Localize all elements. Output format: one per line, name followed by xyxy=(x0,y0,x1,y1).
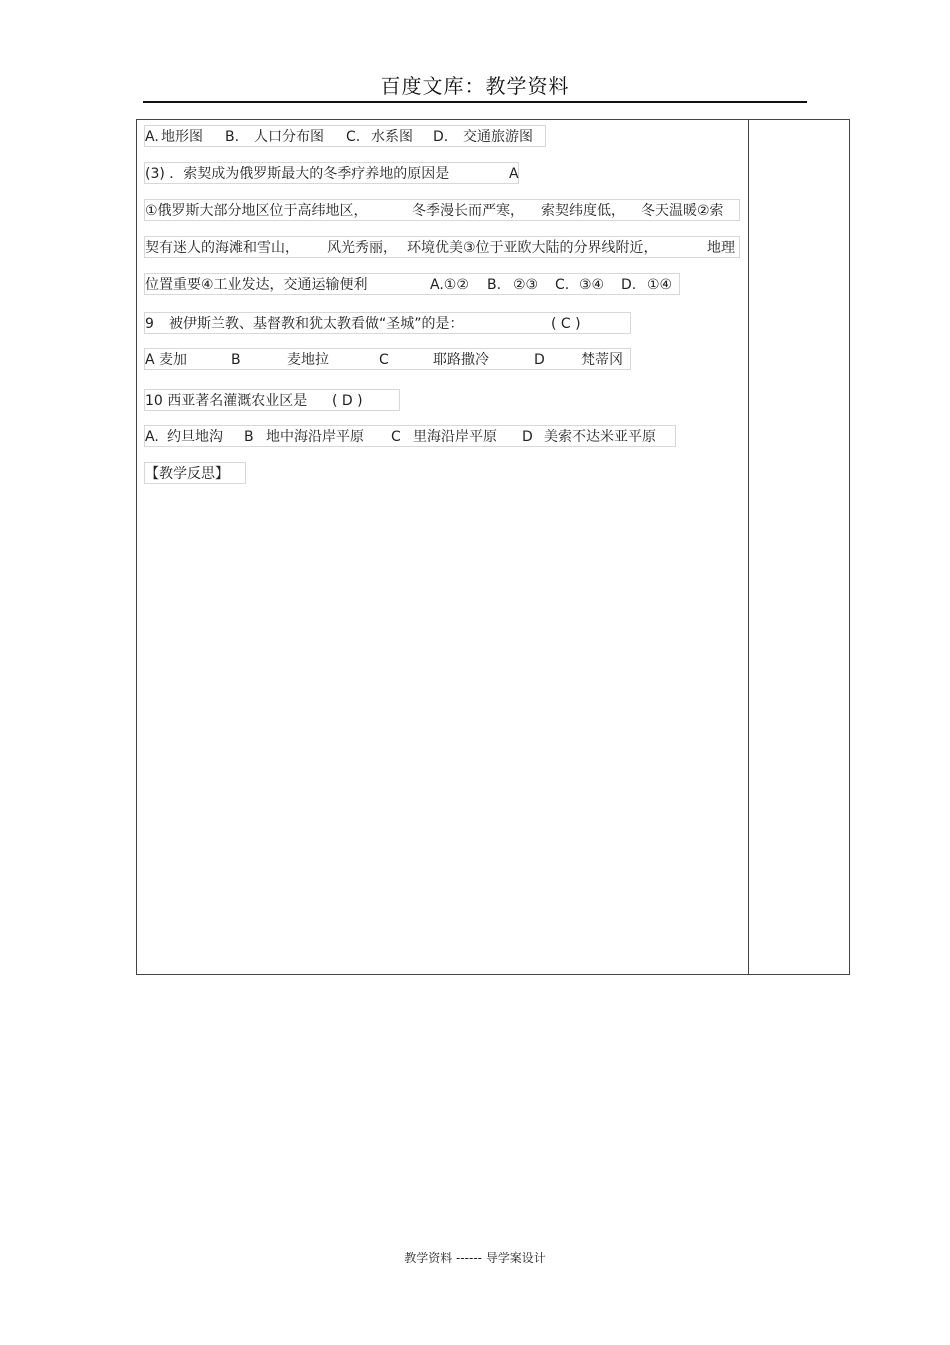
question-text: (3) ．索契成为俄罗斯最大的冬季疗养地的原因是 xyxy=(145,166,450,182)
header-rule xyxy=(143,101,807,103)
option-text: 交通旅游图 xyxy=(463,129,533,145)
option-letter: A. xyxy=(145,129,159,145)
option-letter: D. xyxy=(621,277,637,293)
option-text: 约旦地沟 xyxy=(167,429,223,445)
column-divider xyxy=(748,119,749,975)
header-title: 百度文库：教学资料 xyxy=(380,74,570,98)
option-text: A 麦加 xyxy=(145,352,188,368)
option-letter: B. xyxy=(225,129,240,145)
option-letter: C xyxy=(379,352,389,368)
question-options-line xyxy=(144,125,546,147)
answer-text: ( D ) xyxy=(332,393,363,409)
statement-text: 风光秀丽， xyxy=(327,240,397,256)
statement-text: 契有迷人的海滩和雪山， xyxy=(145,240,299,256)
statement-text: 冬季漫长而严寒， xyxy=(412,203,524,219)
footer-text: 教学资料 ------ 导学案设计 xyxy=(404,1251,546,1265)
question-number: 9 xyxy=(145,316,154,332)
option-letter: A. xyxy=(145,429,159,445)
option-letter: C. xyxy=(555,277,570,293)
option-letter: C. xyxy=(346,129,361,145)
statement-line xyxy=(144,199,740,221)
question-text: 被伊斯兰教、基督教和犹太教看做“圣城”的是： xyxy=(169,316,464,332)
option-letter: D. xyxy=(433,129,449,145)
option-letter: C xyxy=(391,429,401,445)
option-text: 梵蒂冈 xyxy=(581,352,623,368)
statement-text: 索契纬度低， xyxy=(541,203,625,219)
question-line xyxy=(144,389,400,411)
option-text: 地形图 xyxy=(161,129,203,145)
statement-text: ①俄罗斯大部分地区位于高纬地区， xyxy=(145,203,368,219)
answer-text: ( C ) xyxy=(551,316,581,332)
question-text: 10 西亚著名灌溉农业区是 xyxy=(145,393,308,409)
option-letter: D xyxy=(534,352,545,368)
option-text: 耶路撒冷 xyxy=(433,352,489,368)
option-text: 地中海沿岸平原 xyxy=(266,429,364,445)
section-heading-text: 【教学反思】 xyxy=(145,466,229,482)
option-text: 麦地拉 xyxy=(287,352,329,368)
statement-text: 环境优美③位于亚欧大陆的分界线附近， xyxy=(407,240,658,256)
question-line xyxy=(144,162,519,184)
option-letter: B xyxy=(244,429,254,445)
option-text: 人口分布图 xyxy=(254,129,324,145)
statement-text: 地理 xyxy=(707,240,735,256)
statement-options-line xyxy=(144,273,680,295)
option-text: ①④ xyxy=(647,277,673,293)
question-options-line xyxy=(144,348,631,370)
option-letter: B. xyxy=(487,277,502,293)
option-text: 水系图 xyxy=(371,129,413,145)
option-text: 里海沿岸平原 xyxy=(413,429,497,445)
option-text: ②③ xyxy=(513,277,539,293)
question-options-line xyxy=(144,425,676,447)
statement-line xyxy=(144,236,740,258)
answer-text: A xyxy=(509,166,519,182)
question-line xyxy=(144,312,631,334)
statement-text: 位置重要④工业发达，交通运输便利 xyxy=(145,277,368,293)
section-heading xyxy=(144,462,246,484)
option-text: ③④ xyxy=(579,277,605,293)
statement-text: 冬天温暖②索 xyxy=(641,203,724,219)
option-text: 美索不达米亚平原 xyxy=(544,429,656,445)
option-letter: D xyxy=(522,429,533,445)
option-letter: B xyxy=(231,352,241,368)
option-text: A.①② xyxy=(430,277,469,293)
